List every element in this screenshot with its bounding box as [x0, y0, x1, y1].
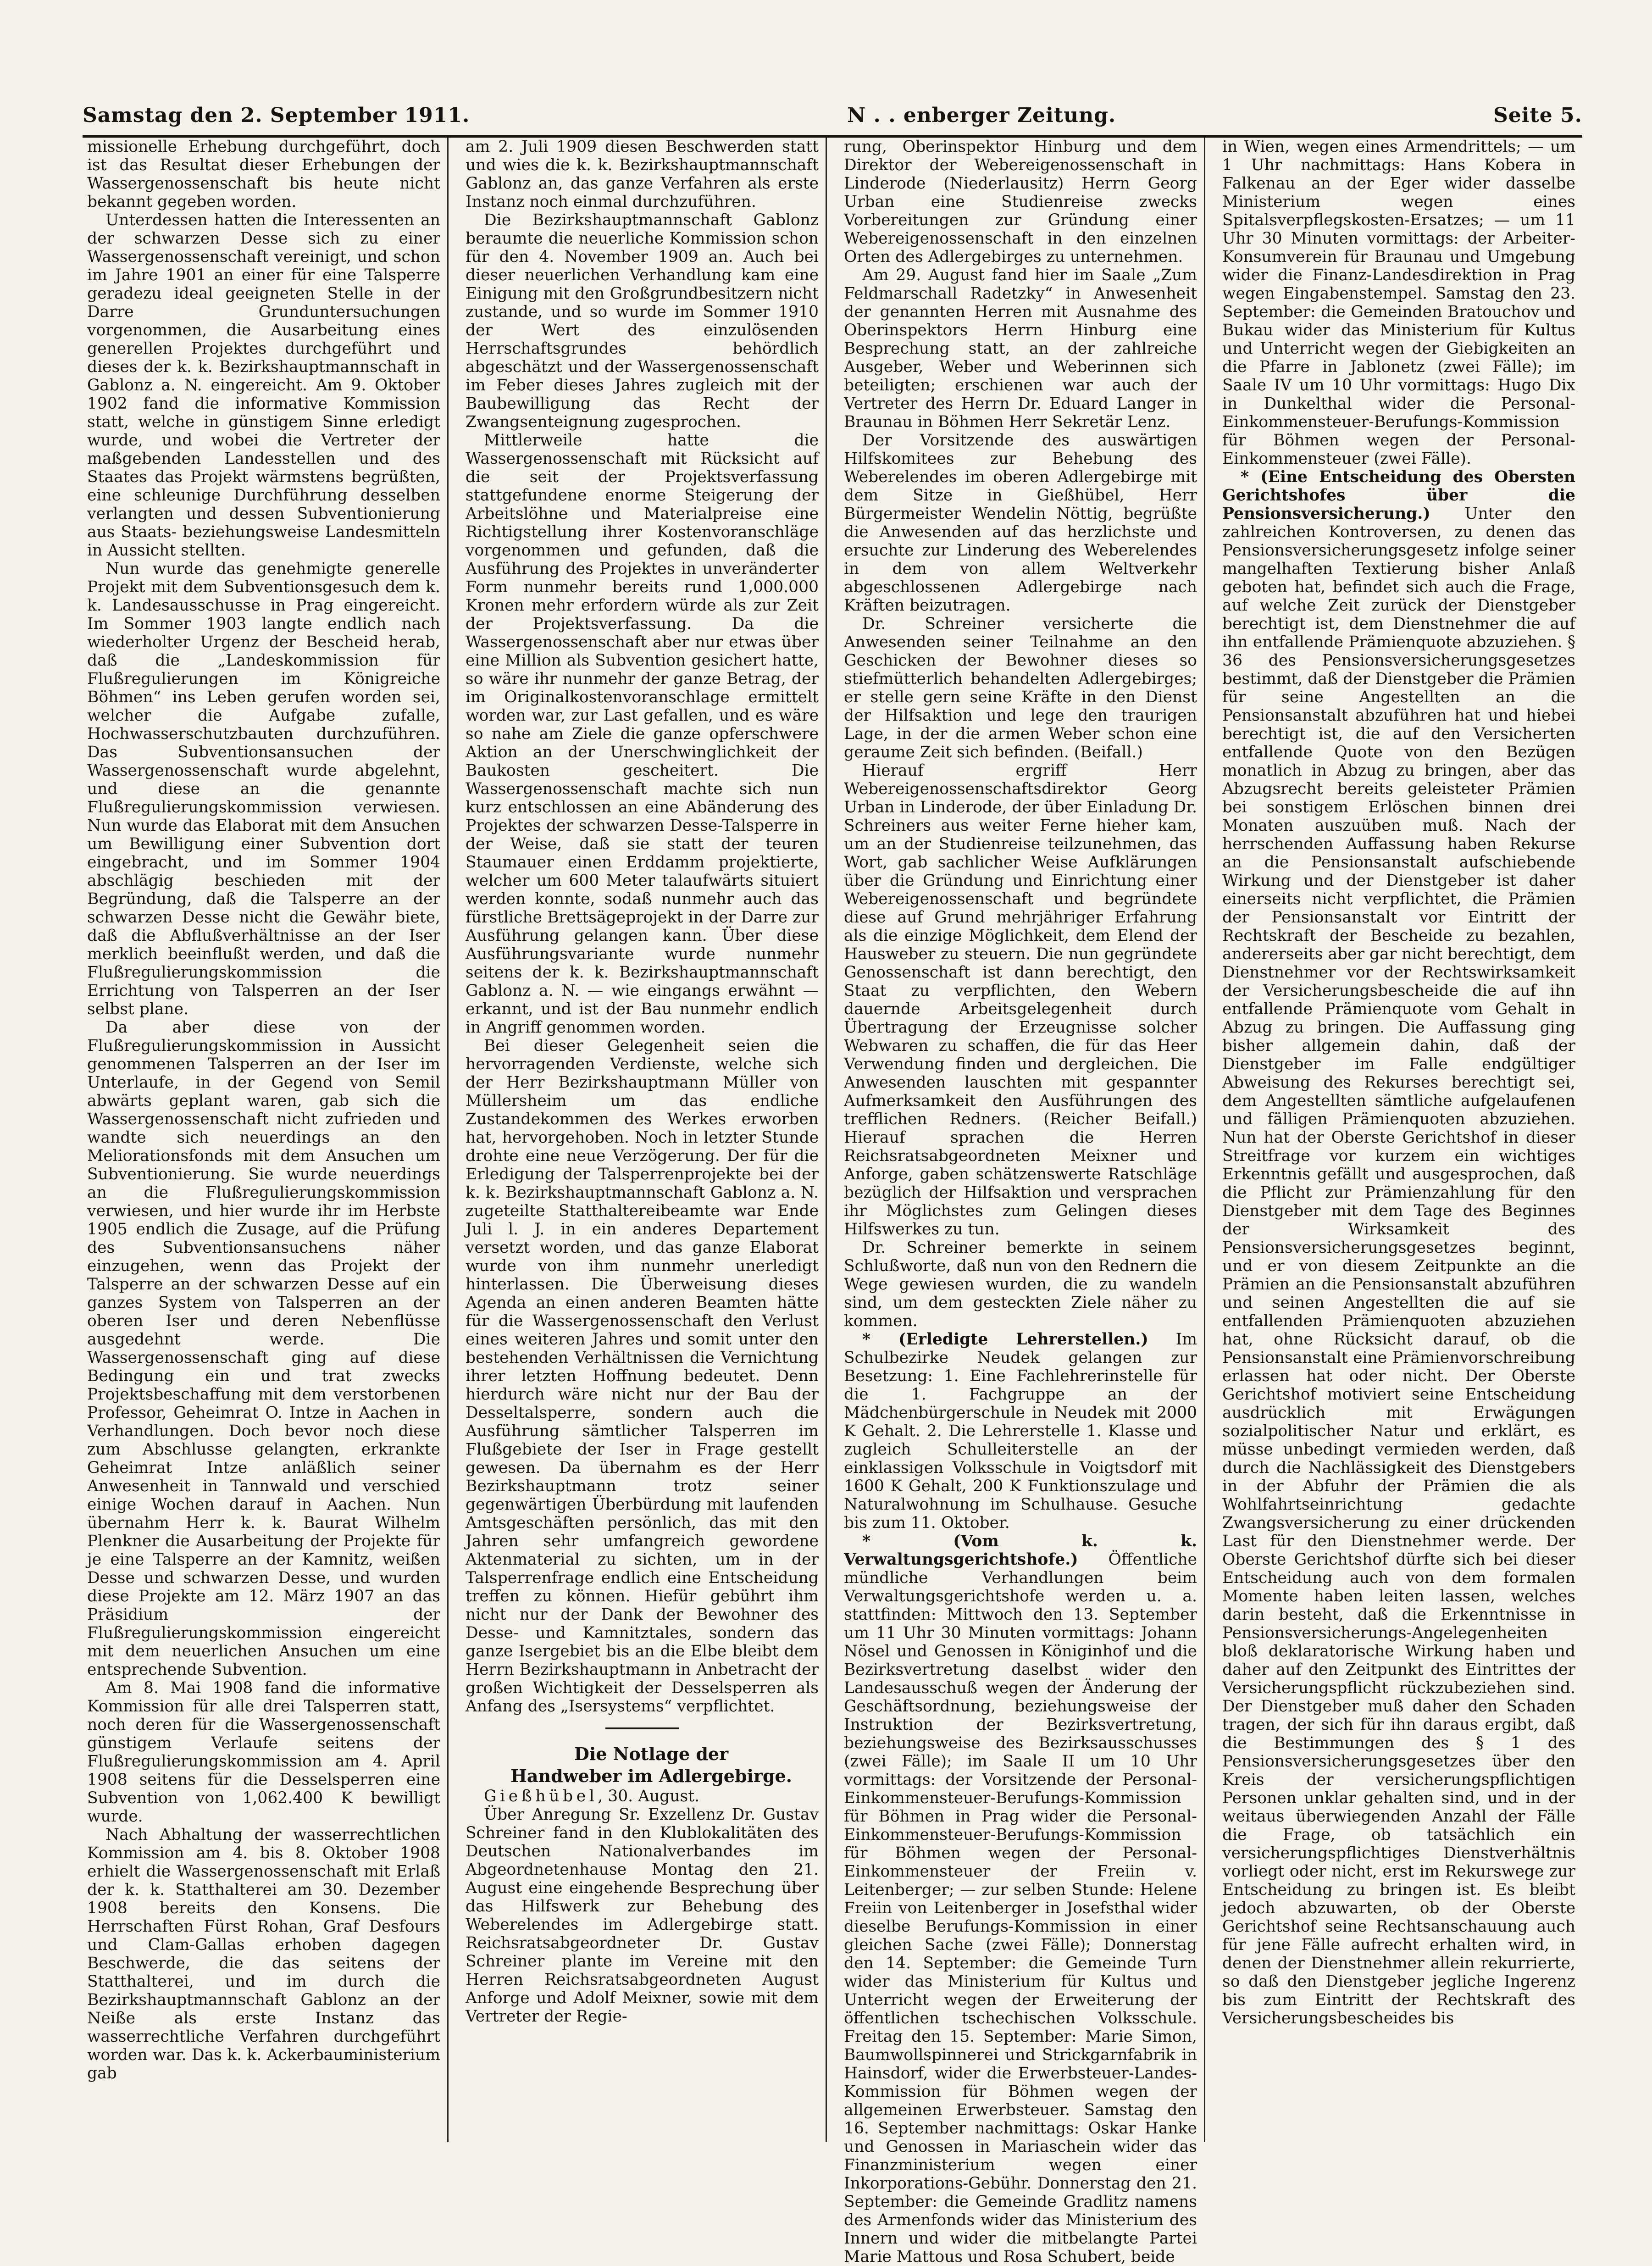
column-rule: [826, 138, 827, 2142]
column-2: [466, 138, 819, 2138]
article-paragraph: Unterdessen hatten die Interessenten an der schwarzen Desse sich zu einer Wassergenossenschaft vereinigt, und schon im Jahre 1901 an einer für eine Talsperre geradezu ideal geeigneten Stelle in der Darre Grunduntersuchungen vorgenommen, die Ausarbeitung eines generellen Projektes durchgeführt und dieses der k. k. Bezirkshauptmannschaft in Gablonz a. N. eingereicht. Am 9. Oktober 1902 fand die informative Kommission statt, welche in günstigem Sinne erledigt wurde, und wobei die Vertreter der maßgebenden Landesstellen und des Staates das Projekt wärmstens begrüßten, eine schleunige Durchführung desselben verlangten und dessen Subventionierung aus Staats- beziehungsweise Landesmitteln in Aussicht stellten.: [87, 211, 440, 560]
article-paragraph: Die Bezirkshauptmannschaft Gablonz beraumte die neuerliche Kommission schon für den 4. November 1909 an. Auch bei dieser neuerlichen Verhandlung kam eine Einigung mit den Großgrundbesitzern nicht zustande, und so wurde im Sommer 1910 der Wert des einzulösenden Herrschaftsgrundes behördlich abgeschätzt und der Wassergenossenschaft im Feber dieses Jahres zugleich mit der Baubewilligung das Recht der Zwangsenteignung zugesprochen.: [466, 211, 819, 431]
column-1: [87, 138, 440, 2138]
masthead: [83, 99, 1582, 131]
news-item-title: * (Vom k. k. Verwaltungsgerichtshofe.): [844, 1532, 1197, 1569]
news-item: [844, 1330, 1197, 1532]
dateline-date: , 30. August.: [598, 1787, 700, 1805]
article-heading: Die Notlage der: [574, 1744, 729, 1764]
column-3: [844, 138, 1197, 2266]
news-item-body: Öffentliche mündliche Verhandlungen beim Verwaltungsgerichtshofe werden u. a. stattfinden: Mittwoch den 13. September um 11 Uhr 30 Minuten vormittags: Johann Nösel und Genossen in Königinhof und die Bezirksvertretung daselbst wider den Landesausschuß wegen der Änderung der Geschäftsordnung, beziehungsweise der Instruktion der Bezirksvertretung, beziehungsweise des Bezirksausschusses (zwei Fälle); im Saale II um 10 Uhr vormittags: der Vorsitzende der Personal-Einkommensteuer-Berufungs-Kommission für Böhmen in Prag wider die Personal-Einkommensteuer-Berufungs-Kommission für Böhmen wegen der Personal-Einkommensteuer der Freiin v. Leitenberger; — zur selben Stunde: Helene Freiin von Leitenberger in Josefsthal wider dieselbe Berufungs-Kommission in einer gleichen Sache (zwei Fälle); Donnerstag den 14. September: die Gemeinde Turn wider das Ministerium für Kultus und Unterricht wegen der Erweiterung der öffentlichen tschechischen Volksschule. Freitag den 15. September: Marie Simon, Baumwollspinnerei und Strickgarnfabrik in Hainsdorf, wider die Erwerbsteuer-Landes-Kommission für Böhmen wegen der allgemeinen Erwerbsteuer. Samstag den 16. September nachmittags: Oskar Hanke und Genossen in Mariaschein wider das Finanzministerium wegen einer Inkorporations-Gebühr. Donnerstag den 21. September: die Gemeinde Gradlitz namens des Armenfonds wider das Ministerium des Innern und wider die mitbelangte Partei Marie Mattous und Rosa Schubert, beide: [844, 1550, 1197, 2266]
dateline: [466, 1787, 819, 1805]
article-paragraph: Am 8. Mai 1908 fand die informative Kommission für alle drei Talsperren statt, noch deren für die Wassergenossenschaft günstigem Verlaufe seitens der Flußregulierungskommission am 4. April 1908 seitens für die Desselsperren eine Subvention von 1,062.400 K bewilligt wurde.: [87, 1679, 440, 1826]
article-paragraph: in Wien, wegen eines Armendrittels; — um 1 Uhr nachmittags: Hans Kobera in Falkenau an der Eger wider dasselbe Ministerium wegen eines Spitalsverpflegskosten-Ersatzes; — um 11 Uhr 30 Minuten vormittags: der Arbeiter-Konsumverein für Braunau und Umgebung wider die Finanz-Landesdirektion in Prag wegen Eingabenstempel. Samstag den 23. September: die Gemeinden Bratouchov und Bukau wider das Ministerium für Kultus und Unterricht wegen der Giebigkeiten an die Pfarre in Jablonetz (zwei Fälle); im Saale IV um 10 Uhr vormittags: Hugo Dix in Dunkelthal wider die Personal-Einkommensteuer-Berufungs-Kommission für Böhmen wegen der Personal-Einkommensteuer (zwei Fälle).: [1222, 138, 1575, 468]
news-item-title: * (Eine Entscheidung des Obersten Gerichtshofes über die Pensionsversicherung.): [1222, 468, 1575, 523]
news-item-body: Im Schulbezirke Neudek gelangen zur Besetzung: 1. Eine Fachlehrerinstelle für die 1. Fachgruppe an der Mädchenbürgerschule in Neudek mit 2000 K Gehalt. 2. Die Lehrerstelle 1. Klasse und zugleich Schulleiterstelle an der einklassigen Volksschule in Voigtsdorf mit 1600 K Gehalt, 200 K Funktionszulage und Naturalwohnung im Schulhause. Gesuche bis zum 11. Oktober.: [844, 1330, 1197, 1532]
article-divider: [605, 1727, 679, 1729]
article-paragraph: missionelle Erhebung durchgeführt, doch ist das Resultat dieser Erhebungen der Wassergenossenschaft bis heute nicht bekannt gegeben worden.: [87, 138, 440, 211]
article-paragraph: Mittlerweile hatte die Wassergenossenschaft mit Rücksicht auf die seit der Projektsverfassung stattgefundene enorme Steigerung der Arbeitslöhne und Materialpreise eine Richtigstellung ihrer Kostenvoranschläge vorgenommen und gefunden, daß die Ausführung des Projektes in unveränderter Form nunmehr bereits rund 1,000.000 Kronen mehr erfordern würde als zur Zeit der Projektsverfassung. Da die Wassergenossenschaft aber nur etwas über eine Million als Subvention gesichert hatte, so wäre ihr nunmehr der ganze Betrag, der im Originalkostenvoranschlage ermittelt worden war, zur Last gefallen, und es wäre so nahe am Ziele die ganze opferschwere Aktion an der Unerschwinglichkeit der Baukosten gescheitert. Die Wassergenossenschaft machte sich nun kurz entschlossen an eine Abänderung des Projektes der schwarzen Desse-Talsperre in der Weise, daß sie statt der teuren Staumauer einen Erddamm projektierte, welcher um 600 Meter talaufwärts situiert werden konnte, sodaß nunmehr auch das fürstliche Brettsägeprojekt in der Darre zur Ausführung gelangen kann. Über diese Ausführungsvariante wurde nunmehr seitens der k. k. Bezirkshauptmannschaft Gablonz a. N. — wie eingangs erwähnt — erkannt, und ist der Bau nunmehr endlich in Angriff genommen worden.: [466, 431, 819, 1037]
article-paragraph: Dr. Schreiner bemerkte in seinem Schlußworte, daß nun von den Rednern die Wege gewiesen wurden, die zu wandeln sind, um dem gesteckten Ziele näher zu kommen.: [844, 1239, 1197, 1330]
column-rule: [1204, 138, 1205, 2142]
article-paragraph: Dr. Schreiner versicherte die Anwesenden seiner Teilnahme an den Geschicken der Bewohner dieses so stiefmütterlich behandelten Adlergebirges; er stelle gern seine Kräfte in den Dienst der Hilfsaktion und lege den traurigen Lage, in der die armen Weber schon eine geraume Zeit sich befinden. (Beifall.): [844, 615, 1197, 761]
article-paragraph: Am 29. August fand hier im Saale „Zum Feldmarschall Radetzky“ in Anwesenheit der genannten Herren mit Ausnahme des Oberinspektors Herrn Hinburg eine Besprechung statt, an der zahlreiche Ausgeber, Weber und Weberinnen sich beteiligten; erschienen war auch der Vertreter des Herrn Dr. Eduard Langer in Braunau in Böhmen Herr Sekretär Lenz.: [844, 266, 1197, 431]
article-heading: Handweber im Adlergebirge.: [510, 1766, 792, 1786]
news-item-title: * (Erledigte Lehrerstellen.): [862, 1330, 1148, 1349]
newspaper-title: N . . enberger Zeitung.: [847, 103, 1116, 127]
column-4: [1222, 138, 1575, 2138]
news-item-body: Unter den zahlreichen Kontroversen, zu denen das Pensionsversicherungsgesetz infolge seiner mangelhaften Textierung bisher Anlaß geboten hat, befindet sich auch die Frage, auf welche Zeit zurück der Dienstgeber berechtigt ist, dem Dienstnehmer die auf ihn entfallende Prämienquote abzuziehen. § 36 des Pensionsversicherungsgesetzes bestimmt, daß der Dienstgeber die Prämien für seine Angestellten an die Pensionsanstalt abzuführen hat und hiebei berechtigt ist, die auf den Versicherten entfallende Quote von den Bezügen monatlich in Abzug zu bringen, aber das Abzugsrecht bereits geleisteter Prämien bei sonstigem Erlöschen binnen drei Monaten auszuüben muß. Nach der herrschenden Auffassung haben Rekurse an die Pensionsanstalt aufschiebende Wirkung und der Dienstgeber ist daher einerseits nicht verpflichtet, die Prämien der Pensionsanstalt vor Eintritt der Rechtskraft der Bescheide zu bezahlen, andererseits aber gar nicht berechtigt, dem Dienstnehmer vor der Rechtswirksamkeit der Versicherungsbescheide die auf ihn entfallende Prämienquote vom Gehalt in Abzug zu bringen. Die Auffassung ging bisher allgemein dahin, daß der Dienstgeber im Falle endgültiger Abweisung des Rekurses berechtigt sei, dem Angestellten sämtliche aufgelaufenen und fälligen Prämienquoten abzuziehen. Nun hat der Oberste Gerichtshof in dieser Streitfrage vor kurzem ein wichtiges Erkenntnis gefällt und ausgesprochen, daß die Pflicht zur Prämienzahlung für den Dienstgeber mit dem Tage des Beginnes der Wirksamkeit des Pensionsversicherungsgesetzes beginnt, und er von diesem Zeitpunkte an die Prämien an die Pensionsanstalt abzuführen und seinen Angestellten die auf sie entfallenden Prämienquoten abzuziehen hat, ohne Rücksicht darauf, ob die Pensionsanstalt eine Prämienvorschreibung erlassen hat oder nicht. Der Oberste Gerichtshof motiviert seine Entscheidung ausdrücklich mit Erwägungen sozialpolitischer Natur und erklärt, es müsse unbedingt vermieden werden, daß durch die Nachlässigkeit des Dienstgebers in der Abfuhr der Prämien die als Wohlfahrtseinrichtung gedachte Zwangsversicherung zu einer drückenden Last für den Dienstnehmer werde. Der Oberste Gerichtshof dürfte sich bei dieser Entscheidung auch von dem formalen Momente haben leiten lassen, welches darin besteht, daß die Erkenntnisse in Pensionsversicherungs-Angelegenheiten bloß deklaratorische Wirkung haben und daher auf den Zeitpunkt des Eintrittes der Versicherungspflicht rückzubeziehen sind. Der Dienstgeber muß daher den Schaden tragen, der sich für ihn daraus ergibt, daß die Bestimmungen des § 1 des Pensionsversicherungsgesetzes über den Kreis der versicherungspflichtigen Personen unklar gehalten sind, und in der weitaus überwiegenden Anzahl der Fälle die Frage, ob tatsächlich ein versicherungspflichtiges Dienstverhältnis vorliegt oder nicht, erst im Rekurswege zur Entscheidung zu bringen ist. Es bleibt jedoch abzuwarten, ob der Oberste Gerichtshof seine Rechtsanschauung auch für jene Fälle aufrecht erhalten wird, in denen der Dienstnehmer allein rekurrierte, so daß den Dienstgeber jegliche Ingerenz bis zum Eintritt der Rechtskraft des Versicherungsbescheides bis: [1222, 505, 1575, 2027]
article-paragraph: am 2. Juli 1909 diesen Beschwerden statt und wies die k. k. Bezirkshauptmannschaft Gablonz an, das ganze Verfahren als erste Instanz noch einmal durchzuführen.: [466, 138, 819, 211]
news-item: [1222, 468, 1575, 2027]
issue-date: Samstag den 2. September 1911.: [83, 103, 470, 127]
column-rule: [447, 138, 449, 2142]
news-item: [844, 1532, 1197, 2266]
article-paragraph: Da aber diese von der Flußregulierungskommission in Aussicht genommenen Talsperren an der Iser im Unterlaufe, in der Gegend von Semil abwärts geplant waren, gab sich die Wassergenossenschaft nicht zufrieden und wandte sich neuerdings an den Meliorationsfonds mit dem Ansuchen um Subventionierung. Sie wurde neuerdings an die Flußregulierungskommission verwiesen, und hier wurde ihr im Herbste 1905 endlich die Zusage, auf die Prüfung des Subventionsansuchens näher einzugehen, wenn das Projekt der Talsperre an der schwarzen Desse auf ein ganzes System von Talsperren an der oberen Iser und deren Nebenflüsse ausgedehnt werde. Die Wassergenossenschaft ging auf diese Bedingung ein und trat zwecks Projektsbeschaffung mit dem verstorbenen Professor, Geheimrat O. Intze in Aachen in Verhandlungen. Doch bevor noch diese zum Abschlusse gelangten, erkrankte Geheimrat Intze anläßlich seiner Anwesenheit in Tannwald und verschied einige Wochen darauf in Aachen. Nun übernahm Herr k. k. Baurat Wilhelm Plenkner die Ausarbeitung der Projekte für je eine Talsperre an der Kamnitz, weißen Desse und schwarzen Desse, und wurden diese Projekte am 12. März 1907 an das Präsidium der Flußregulierungskommission eingereicht mit dem neuerlichen Ansuchen um eine entsprechende Subvention.: [87, 1018, 440, 1679]
article-paragraph: Der Vorsitzende des auswärtigen Hilfskomitees zur Behebung des Weberelendes im oberen Adlergebirge mit dem Sitze in Gießhübel, Herr Bürgermeister Wendelin Nöttig, begrüßte die Anwesenden auf das herzlichste und ersuchte zur Linderung des Weberelendes in dem von allem Weltverkehr abgeschlossenen Adlergebirge nach Kräften beizutragen.: [844, 431, 1197, 615]
article-paragraph: Nach Abhaltung der wasserrechtlichen Kommission am 4. bis 8. Oktober 1908 erhielt die Wassergenossenschaft mit Erlaß der k. k. Statthalterei am 30. Dezember 1908 bereits den Konsens. Die Herrschaften Fürst Rohan, Graf Desfours und Clam-Gallas erhoben dagegen Beschwerde, die das seitens der Statthalterei, und im durch die Bezirkshauptmannschaft Gablonz an der Neiße als erste Instanz das wasserrechtliche Verfahren durchgeführt worden war. Das k. k. Ackerbauministerium gab: [87, 1826, 440, 2083]
article-paragraph: rung, Oberinspektor Hinburg und dem Direktor der Webereigenossenschaft in Linderode (Niederlausitz) Herrn Georg Urban eine Studienreise zwecks Vorbereitungen zur Gründung einer Webereigenossenschaft in den einzelnen Orten des Adlergebirges zu unternehmen.: [844, 138, 1197, 266]
article-paragraph: Nun wurde das genehmigte generelle Projekt mit dem Subventionsgesuch dem k. k. Landesausschusse in Prag eingereicht. Im Sommer 1903 langte endlich nach wiederholter Urgenz der Bescheid herab, daß die „Landeskommission für Flußregulierungen im Königreiche Böhmen“ ins Leben gerufen worden sei, welcher die Aufgabe zufalle, Hochwasserschutzbauten durchzuführen. Das Subventionsansuchen der Wassergenossenschaft wurde abgelehnt, und diese an die genannte Flußregulierungskommission verwiesen. Nun wurde das Elaborat mit dem Ansuchen um Bewilligung einer Subvention dort eingebracht, und im Sommer 1904 abschlägig beschieden mit der Begründung, daß die Talsperre an der schwarzen Desse nicht die Gewähr biete, daß die Abflußverhältnisse an der Iser merklich beeinflußt werden, und daß die Flußregulierungskommission die Errichtung von Talsperren an der Iser selbst plane.: [87, 560, 440, 1018]
article-paragraph: Bei dieser Gelegenheit seien die hervorragenden Verdienste, welche sich der Herr Bezirkshauptmann Müller von Müllersheim um das endliche Zustandekommen des Werkes erworben hat, hervorgehoben. Noch in letzter Stunde drohte eine neue Verzögerung. Der für die Erledigung der Talsperrenprojekte bei der k. k. Bezirkshauptmannschaft Gablonz a. N. zugeteilte Statthaltereibeamte war Ende Juli l. J. in ein anderes Departement versetzt worden, und das ganze Elaborat wurde von ihm nunmehr unerledigt hinterlassen. Die Überweisung dieses Agenda an einen anderen Beamten hätte für die Wassergenossenschaft den Verlust eines weiteren Jahres und somit unter den bestehenden Verhältnissen die Vernichtung ihrer letzten Hoffnung bedeutet. Denn hierdurch wäre nicht nur der Bau der Desseltalsperre, sondern auch die Ausführung sämtlicher Talsperren im Flußgebiete der Iser in Frage gestellt gewesen. Da übernahm es der Herr Bezirkshauptmann trotz seiner gegenwärtigen Überbürdung mit laufenden Amtsgeschäften persönlich, das mit den Jahren sehr umfangreich gewordene Aktenmaterial zu sichten, um in der Talsperrenfrage endlich eine Entscheidung treffen zu können. Hiefür gebührt ihm nicht nur der Dank der Bewohner des Desse- und Kamnitztales, sondern das ganze Isergebiet bis an die Elbe bleibt dem Herrn Bezirkshauptmann in Anbetracht der großen Wichtigkeit der Desselsperren als Anfang des „Isersystems“ verpflichtet.: [466, 1037, 819, 1716]
article-paragraph: Hierauf ergriff Herr Webereigenossenschaftsdirektor Georg Urban in Linderode, der über Einladung Dr. Schreiners aus weiter Ferne hieher kam, um an der Studienreise teilzunehmen, das Wort, gab sachlicher Weise Aufklärungen über die Gründung und Einrichtung einer Webereigenossenschaft und begründete diese auf Grund mehrjähriger Erfahrung als die einzige Möglichkeit, dem Elend der Hausweber zu steuern. Die nun gegründete Genossenschaft ist dann berechtigt, den Staat zu verpflichten, den Webern dauernde Arbeitsgelegenheit durch Übertragung der Erzeugnisse solcher Webwaren zu schaffen, die für das Heer Verwendung finden und dergleichen. Die Anwesenden lauschten mit gespannter Aufmerksamkeit den Ausführungen des trefflichen Redners. (Reicher Beifall.) Hierauf sprachen die Herren Reichsratsabgeordneten Meixner und Anforge, gaben schätzenswerte Ratschläge bezüglich der Hilfsaktion und versprachen ihr Möglichstes zum Gelingen dieses Hilfswerkes zu tun.: [844, 761, 1197, 1239]
page-number: Seite 5.: [1493, 103, 1582, 127]
article-paragraph: Über Anregung Sr. Exzellenz Dr. Gustav Schreiner fand in den Klublokalitäten des Deutschen Nationalverbandes im Abgeordnetenhause Montag den 21. August eine eingehende Besprechung über das Hilfswerk zur Behebung des Weberelendes im Adlergebirge statt. Reichsratsabgeordneter Dr. Gustav Schreiner plante im Vereine mit den Herren Reichsratsabgeordneten August Anforge und Adolf Meixner, sowie mit dem Vertreter der Regie-: [466, 1805, 819, 2026]
dateline-place: Gießhübel: [484, 1787, 598, 1805]
